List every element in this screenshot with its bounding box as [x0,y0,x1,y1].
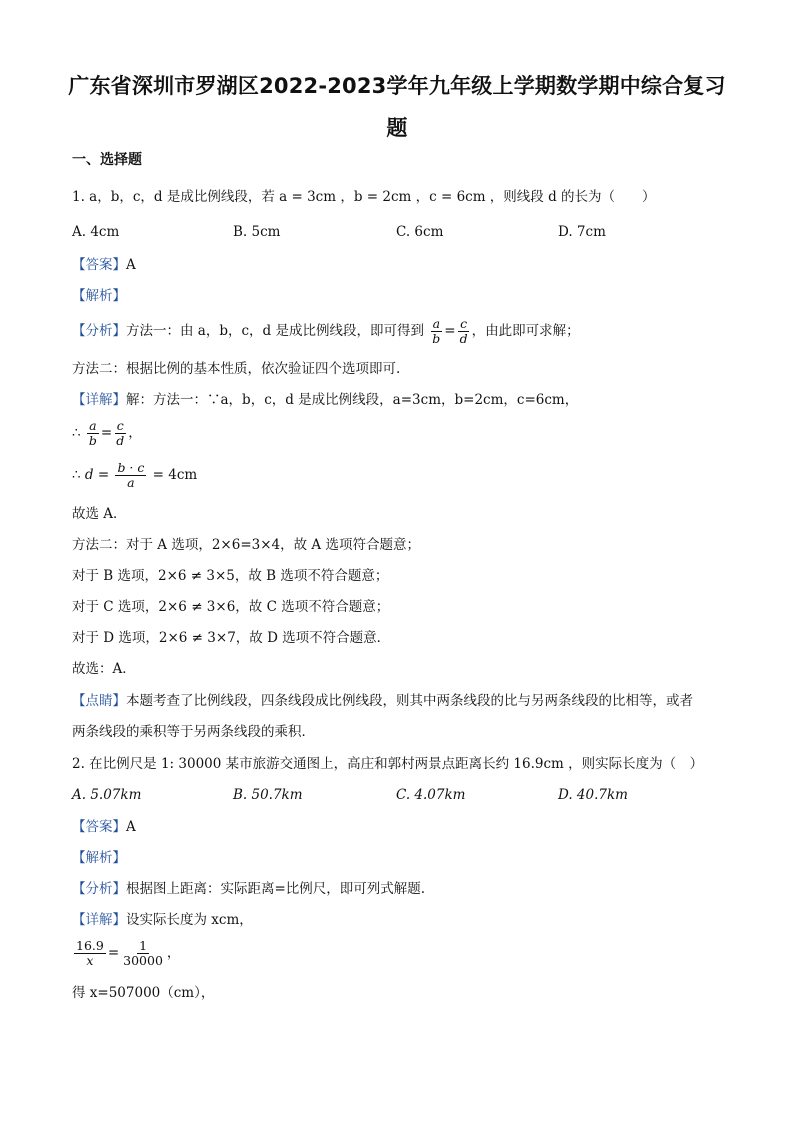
q1-ratio-equation: ∴ $\frac{a}{b}$ = $\frac{c}{d}$ ， [72,418,142,448]
q2-option-c: C. 4.07km [396,787,466,803]
fenxi-text: 方法一：由 a，b，c，d 是成比例线段，即可得到 [126,323,424,339]
fenxi-tag: 【分析】 [72,323,126,339]
q1-fenxi-line: 【分析】方法一：由 a，b，c，d 是成比例线段，即可得到 $\frac{a}{b}$ = $\frac{c}{d}$ ，由此即可求解； [72,316,580,346]
method-2-option-b: 对于 B 选项，2×6 ≠ 3×5，故 B 选项不符合题意； [72,568,389,584]
q2-detail-line: 【详解】设实际长度为 xcm， [72,912,253,928]
q2-analysis-tag: 【解析】 [72,850,126,866]
q2-option-b: B. 50.7km [233,787,303,803]
dianjing-tag: 【点睛】 [72,693,126,709]
fraction-a-over-b: $\frac{a}{b}$ [432,316,441,346]
q2-option-d: D. 40.7km [558,787,628,803]
method-2-option-a: 方法二：对于 A 选项，2×6=3×4，故 A 选项符合题意； [72,537,420,553]
q1-dianjing-line-1: 【点睛】本题考查了比例线段，四条线段成比例线段，则其中两条线段的比与另两条线段的比相等，或者 [72,693,693,709]
q2-fenxi-line: 【分析】根据图上距离：实际距离=比例尺，即可列式解题. [72,881,426,897]
question-2-stem: 2. 在比例尺是 1: 30000 某市旅游交通图上，高庄和郭村两景点距离长约 16.9cm ，则实际长度为（ ） [72,756,704,772]
method-2-option-d: 对于 D 选项，2×6 ≠ 3×7，故 D 选项不符合题意． [72,630,391,646]
section-heading: 一、选择题 [72,152,142,168]
fraction-c-over-d: $\frac{c}{d}$ [459,316,468,346]
q2-option-a: A. 5.07km [72,787,142,803]
q1-option-a: A. 4cm [72,224,120,240]
question-1-stem: 1. a，b，c，d 是成比例线段，若 a = 3cm ，b = 2cm ，c = 6cm ，则线段 d 的长为（ ） [72,189,656,205]
document-title-line-2: 题 [386,116,408,140]
q1-d-equation: ∴ d = $\frac{b \cdot c}{a}$ = 4cm [72,460,198,490]
q2-result-line: 得 x=507000（cm）， [72,985,215,1001]
q2-answer-line: 【答案】A [72,819,136,835]
q1-choose-1: 故选 A． [72,506,127,522]
q2-proportion-equation: $\frac{16.9}{x}$ = $\frac{1}{30000}$ ， [76,938,181,968]
detail-text: 解：方法一：∵a，b，c，d 是成比例线段，a=3cm，b=2cm，c=6cm， [126,392,579,408]
q1-choose-2: 故选：A． [72,661,136,677]
q1-answer-line [72,256,136,274]
q1-option-d: D. 7cm [558,224,606,240]
q1-dianjing-line-2: 两条线段的乘积等于另两条线段的乘积． [72,724,315,740]
q1-detail-line [72,391,578,409]
q1-option-b: B. 5cm [233,224,281,240]
document-title-line-1: 广东省深圳市罗湖区2022-2023学年九年级上学期数学期中综合复习 [68,74,726,98]
analysis-tag: 【解析】 [72,288,126,304]
detail-tag: 【详解】 [72,392,126,408]
answer-value: A [126,257,136,273]
q1-option-c: C. 6cm [396,224,444,240]
method-2-option-c: 对于 C 选项，2×6 ≠ 3×6，故 C 选项不符合题意； [72,599,390,615]
answer-tag: 【答案】 [72,257,126,273]
method-2-summary: 方法二：根据比例的基本性质，依次验证四个选项即可. [72,361,401,377]
